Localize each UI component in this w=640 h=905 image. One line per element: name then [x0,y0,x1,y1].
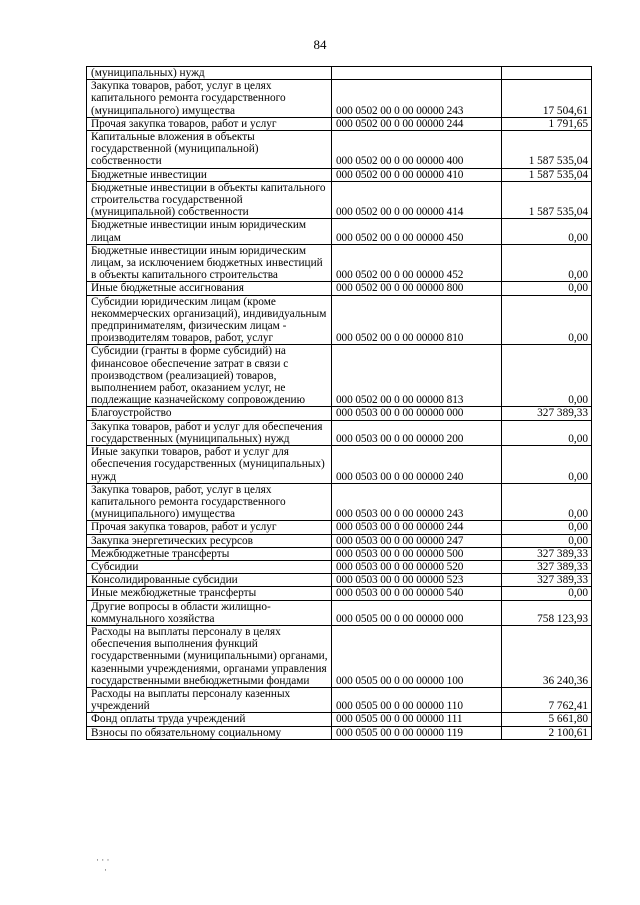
page-number: 84 [313,37,327,52]
row-name-cell: Закупка энергетических ресурсов [87,534,332,547]
row-amount-cell: 36 240,36 [502,625,592,687]
table-row [87,713,592,726]
row-amount-cell [502,67,592,80]
row-code-cell: 000 0502 00 0 00 00000 800 [332,282,502,295]
row-code-cell: 000 0502 00 0 00 00000 410 [332,168,502,181]
row-name-cell: (муниципальных) нужд [87,67,332,80]
row-code-cell [332,67,502,80]
row-name-cell: Бюджетные инвестиции [87,168,332,181]
row-amount-cell: 1 587 535,04 [502,181,592,219]
row-amount-cell: 0,00 [502,534,592,547]
row-amount-cell: 327 389,33 [502,560,592,573]
row-code-cell: 000 0502 00 0 00 00000 810 [332,295,502,345]
row-amount-cell: 0,00 [502,483,592,521]
table-row [87,625,592,687]
row-amount-cell: 1 587 535,04 [502,131,592,169]
row-code-cell: 000 0505 00 0 00 00000 111 [332,713,502,726]
row-name-cell: Взносы по обязательному социальному [87,726,332,739]
row-amount-cell: 2 100,61 [502,726,592,739]
row-name-cell: Расходы на выплаты персоналу в целях обеспечения выполнения функций государственными (муниципальными) органами, казенными учреждениями, органами управления государственными внебюджетными фондами [87,625,332,687]
row-code-cell: 000 0502 00 0 00 00000 244 [332,117,502,130]
table-row [87,407,592,420]
row-name-cell: Субсидии юридическим лицам (кроме некоммерческих организаций), индивидуальным предпринимателям, физическим лицам - производителям товаров, работ, услуг [87,295,332,345]
row-name-cell: Закупка товаров, работ, услуг в целях капитального ремонта государственного (муниципального) имущества [87,483,332,521]
row-name-cell: Консолидированные субсидии [87,574,332,587]
row-code-cell: 000 0505 00 0 00 00000 100 [332,625,502,687]
row-code-cell: 000 0505 00 0 00 00000 119 [332,726,502,739]
row-amount-cell: 327 389,33 [502,547,592,560]
table-row [87,446,592,484]
row-name-cell: Расходы на выплаты персоналу казенных учреждений [87,687,332,712]
row-code-cell: 000 0503 00 0 00 00000 240 [332,446,502,484]
row-amount-cell: 0,00 [502,587,592,600]
row-amount-cell: 0,00 [502,282,592,295]
table-row [87,726,592,739]
table-row [87,560,592,573]
row-name-cell: Субсидии [87,560,332,573]
table-row [87,131,592,169]
row-code-cell: 000 0503 00 0 00 00000 200 [332,420,502,445]
row-code-cell: 000 0505 00 0 00 00000 000 [332,600,502,625]
row-name-cell: Прочая закупка товаров, работ и услуг [87,521,332,534]
row-amount-cell: 1 587 535,04 [502,168,592,181]
row-amount-cell: 327 389,33 [502,407,592,420]
row-amount-cell: 0,00 [502,446,592,484]
table-row [87,574,592,587]
table-row [87,547,592,560]
budget-expenditure-table [86,66,592,740]
table-row [87,295,592,345]
table-row [87,244,592,282]
row-name-cell: Другие вопросы в области жилищно-коммунального хозяйства [87,600,332,625]
table-row [87,80,592,118]
row-code-cell: 000 0502 00 0 00 00000 243 [332,80,502,118]
table-row [87,282,592,295]
row-code-cell: 000 0503 00 0 00 00000 540 [332,587,502,600]
row-name-cell: Прочая закупка товаров, работ и услуг [87,117,332,130]
row-name-cell: Капитальные вложения в объекты государственной (муниципальной) собственности [87,131,332,169]
table-row [87,168,592,181]
row-code-cell: 000 0503 00 0 00 00000 523 [332,574,502,587]
row-code-cell: 000 0502 00 0 00 00000 400 [332,131,502,169]
row-name-cell: Иные закупки товаров, работ и услуг для обеспечения государственных (муниципальных) нужд [87,446,332,484]
table-row [87,483,592,521]
table-row [87,67,592,80]
table-row [87,219,592,244]
row-name-cell: Фонд оплаты труда учреждений [87,713,332,726]
row-code-cell: 000 0503 00 0 00 00000 247 [332,534,502,547]
row-code-cell: 000 0502 00 0 00 00000 452 [332,244,502,282]
row-amount-cell: 5 661,80 [502,713,592,726]
row-amount-cell: 7 762,41 [502,687,592,712]
row-name-cell: Иные межбюджетные трансферты [87,587,332,600]
row-code-cell: 000 0503 00 0 00 00000 500 [332,547,502,560]
table-row [87,181,592,219]
table-body [87,67,592,740]
table-row [87,420,592,445]
row-amount-cell: 0,00 [502,345,592,407]
row-amount-cell: 0,00 [502,219,592,244]
table-row [87,587,592,600]
row-code-cell: 000 0502 00 0 00 00000 414 [332,181,502,219]
row-amount-cell: 0,00 [502,295,592,345]
row-code-cell: 000 0503 00 0 00 00000 243 [332,483,502,521]
row-code-cell: 000 0503 00 0 00 00000 000 [332,407,502,420]
scan-speck: · [104,865,107,875]
row-name-cell: Межбюджетные трансферты [87,547,332,560]
row-name-cell: Благоустройство [87,407,332,420]
row-amount-cell: 17 504,61 [502,80,592,118]
row-code-cell: 000 0502 00 0 00 00000 450 [332,219,502,244]
row-code-cell: 000 0505 00 0 00 00000 110 [332,687,502,712]
row-amount-cell: 0,00 [502,244,592,282]
row-amount-cell: 758 123,93 [502,600,592,625]
table-row [87,687,592,712]
table-row [87,534,592,547]
row-name-cell: Бюджетные инвестиции иным юридическим лицам, за исключением бюджетных инвестиций в объекты капитального строительства [87,244,332,282]
row-amount-cell: 327 389,33 [502,574,592,587]
row-name-cell: Субсидии (гранты в форме субсидий) на финансовое обеспечение затрат в связи с производством (реализацией) товаров, выполнением работ, оказанием услуг, не подлежащие казначейскому сопровождению [87,345,332,407]
row-name-cell: Бюджетные инвестиции иным юридическим лицам [87,219,332,244]
row-name-cell: Иные бюджетные ассигнования [87,282,332,295]
table-row [87,600,592,625]
row-amount-cell: 1 791,65 [502,117,592,130]
row-amount-cell: 0,00 [502,420,592,445]
scan-specks: · · · [96,855,110,865]
row-amount-cell: 0,00 [502,521,592,534]
row-code-cell: 000 0502 00 0 00 00000 813 [332,345,502,407]
table-row [87,345,592,407]
row-name-cell: Закупка товаров, работ, услуг в целях капитального ремонта государственного (муниципального) имущества [87,80,332,118]
table-row [87,521,592,534]
table-row [87,117,592,130]
row-name-cell: Закупка товаров, работ и услуг для обеспечения государственных (муниципальных) нужд [87,420,332,445]
row-code-cell: 000 0503 00 0 00 00000 520 [332,560,502,573]
row-name-cell: Бюджетные инвестиции в объекты капитального строительства государственной (муниципальной) собственности [87,181,332,219]
row-code-cell: 000 0503 00 0 00 00000 244 [332,521,502,534]
